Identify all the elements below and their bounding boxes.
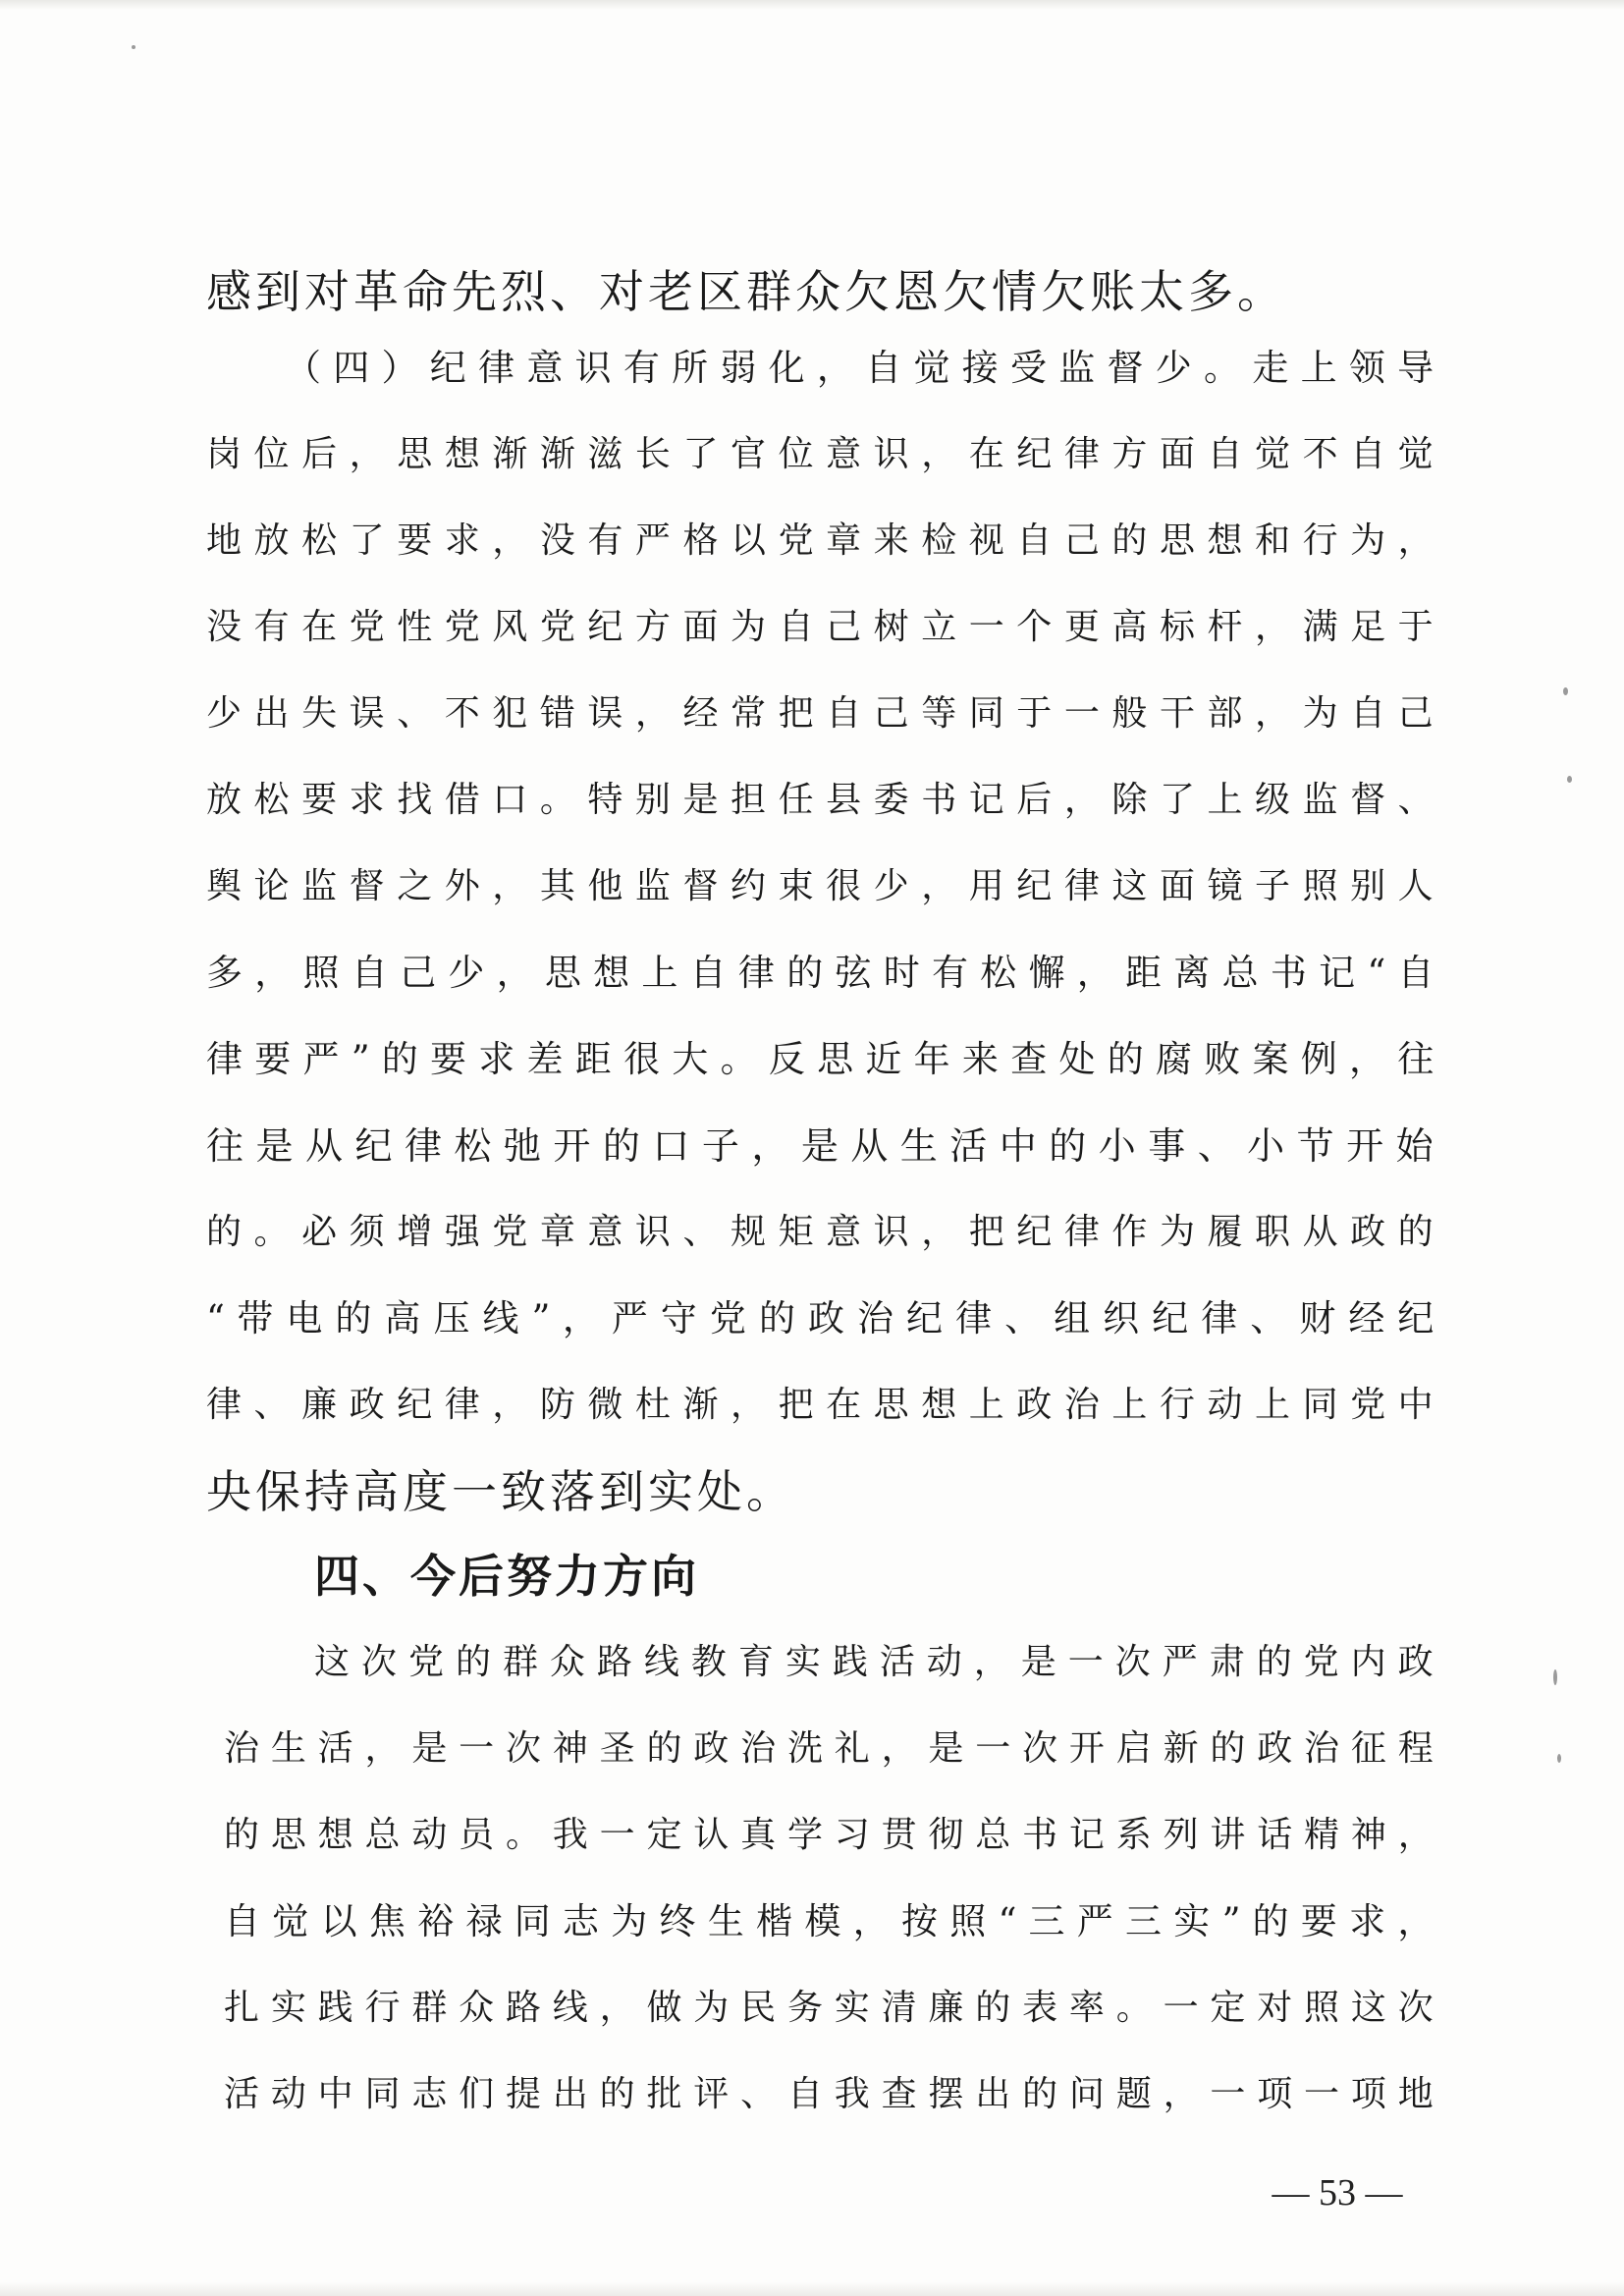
body-line: 治 生 活 ， 是 一 次 神 圣 的 政 治 洗 礼 ， 是 一 次 开 启 新 的 政 治 征 程 xyxy=(224,1728,1434,1769)
body-line: 这 次 党 的 群 众 路 线 教 育 实 践 活 动 ， 是 一 次 严 肃 的 党 内 政 xyxy=(314,1642,1434,1682)
body-line: 地 放 松 了 要 求 ， 没 有 严 格 以 党 章 来 检 视 自 己 的 思 想 和 行 为 ， xyxy=(206,520,1434,561)
body-line: 活 动 中 同 志 们 提 出 的 批 评 、 自 我 查 摆 出 的 问 题 ， 一 项 一 项 地 xyxy=(224,2074,1434,2114)
scan-speck xyxy=(1557,1754,1561,1763)
body-line: 律 要 严 ” 的 要 求 差 距 很 大 。 反 思 近 年 来 查 处 的 腐 败 案 例 ， 往 xyxy=(206,1038,1435,1080)
scan-edge-top xyxy=(0,0,1624,10)
body-line: 感到对革命先烈、对老区群众欠恩欠情欠账太多。 xyxy=(206,265,1286,318)
body-line: 的 思 想 总 动 员 。 我 一 定 认 真 学 习 贯 彻 总 书 记 系 列 讲 话 精 神 ， xyxy=(224,1815,1434,1855)
scan-speck xyxy=(1563,687,1568,695)
body-line: 少 出 失 误 、 不 犯 错 误 ， 经 常 把 自 己 等 同 于 一 般 干 部 ， 为 自 己 xyxy=(206,693,1434,734)
scan-speck xyxy=(1553,1669,1557,1685)
scan-edge-bottom xyxy=(0,2282,1624,2296)
scan-speck xyxy=(132,45,135,49)
page-number: — 53 — xyxy=(1272,2172,1403,2214)
body-line: 往 是 从 纪 律 松 弛 开 的 口 子 ， 是 从 生 活 中 的 小 事 、 小 节 开 始 xyxy=(206,1124,1434,1168)
body-line: 的 。 必 须 增 强 党 章 意 识 、 规 矩 意 识 ， 把 纪 律 作 为 履 职 从 政 的 xyxy=(206,1212,1434,1252)
body-line: 岗 位 后 ， 思 想 渐 渐 滋 长 了 官 位 意 识 ， 在 纪 律 方 面 自 觉 不 自 觉 xyxy=(206,434,1434,474)
body-line: （ 四 ） 纪 律 意 识 有 所 弱 化 ， 自 觉 接 受 监 督 少 。 走 上 领 导 xyxy=(285,347,1435,389)
body-line: 舆 论 监 督 之 外 ， 其 他 监 督 约 束 很 少 ， 用 纪 律 这 面 镜 子 照 别 人 xyxy=(206,866,1434,906)
body-line: 没 有 在 党 性 党 风 党 纪 方 面 为 自 己 树 立 一 个 更 高 标 杆 ， 满 足 于 xyxy=(206,607,1434,647)
body-line: “ 带 电 的 高 压 线 ” ， 严 守 党 的 政 治 纪 律 、 组 织 纪 律 、 财 经 纪 xyxy=(206,1297,1435,1339)
body-line: 放 松 要 求 找 借 口 。 特 别 是 担 任 县 委 书 记 后 ， 除 了 上 级 监 督 、 xyxy=(206,780,1434,820)
body-line: 多 ， 照 自 己 少 ， 思 想 上 自 律 的 弦 时 有 松 懈 ， 距 离 总 书 记 “ 自 xyxy=(206,952,1435,994)
body-line: 扎 实 践 行 群 众 路 线 ， 做 为 民 务 实 清 廉 的 表 率 。 一 定 对 照 这 次 xyxy=(224,1988,1434,2028)
body-line: 自 觉 以 焦 裕 禄 同 志 为 终 生 楷 模 ， 按 照 “ 三 严 三 实 ” 的 要 求 ， xyxy=(224,1900,1435,1942)
section-heading: 四、今后努力方向 xyxy=(314,1550,699,1603)
scan-speck xyxy=(1567,776,1572,783)
body-line: 律 、 廉 政 纪 律 ， 防 微 杜 渐 ， 把 在 思 想 上 政 治 上 行 动 上 同 党 中 xyxy=(206,1385,1434,1425)
body-line: 央保持高度一致落到实处。 xyxy=(206,1465,795,1518)
